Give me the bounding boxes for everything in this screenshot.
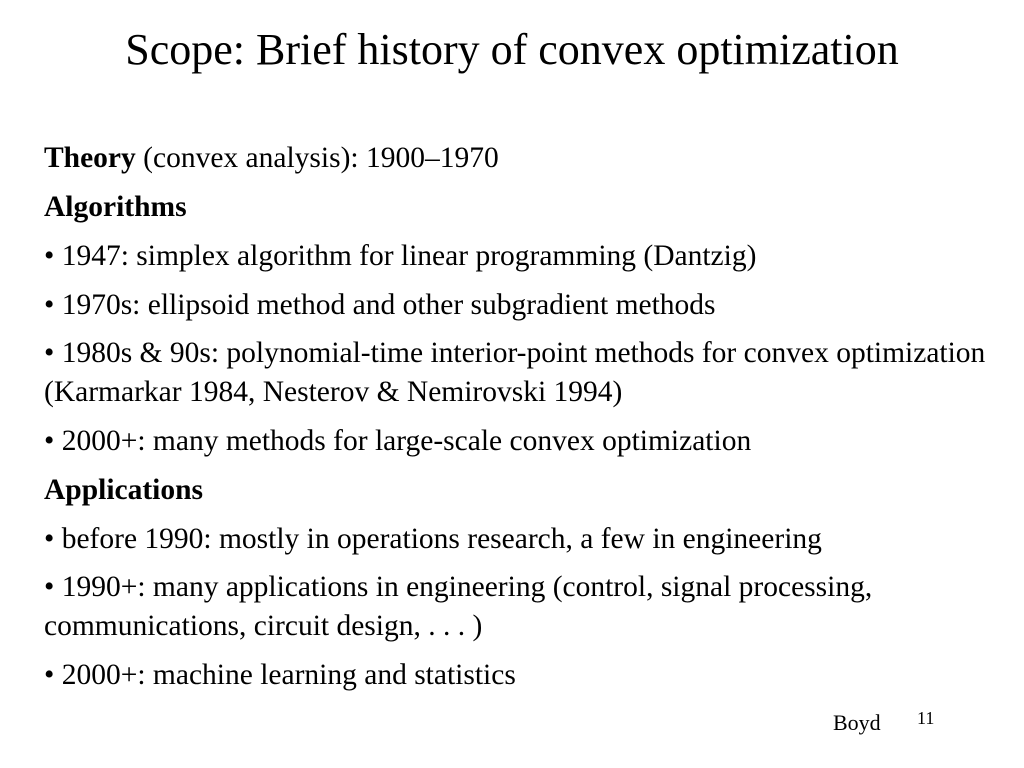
algorithms-item-interior-point: • 1980s & 90s: polynomial-time interior-point methods for convex optimization (Karmarkar 1984, Nesterov & Nemirovski 1994) xyxy=(44,337,986,408)
page-number: 11 xyxy=(917,708,935,728)
theory-text: (convex analysis): 1900–1970 xyxy=(135,142,499,174)
algorithms-item-simplex: • 1947: simplex algorithm for linear programming (Dantzig) xyxy=(44,240,757,272)
applications-item-machine-learning: • 2000+: machine learning and statistics xyxy=(44,659,516,691)
footer-author: Boyd xyxy=(833,710,881,735)
applications-item-engineering: • 1990+: many applications in engineering (control, signal processing, communications, circuit design, . . . ) xyxy=(44,571,873,642)
slide-title: Scope: Brief history of convex optimization xyxy=(125,25,899,74)
algorithms-heading: Algorithms xyxy=(44,191,187,223)
slide-body xyxy=(44,138,1014,704)
theory-heading: Theory xyxy=(44,142,136,174)
applications-heading: Applications xyxy=(44,474,204,506)
applications-item-before-1990: • before 1990: mostly in operations research, a few in engineering xyxy=(44,523,822,555)
algorithms-item-ellipsoid: • 1970s: ellipsoid method and other subgradient methods xyxy=(44,289,716,321)
algorithms-item-large-scale: • 2000+: many methods for large-scale convex optimization xyxy=(44,425,752,457)
theory-line xyxy=(44,138,1014,178)
